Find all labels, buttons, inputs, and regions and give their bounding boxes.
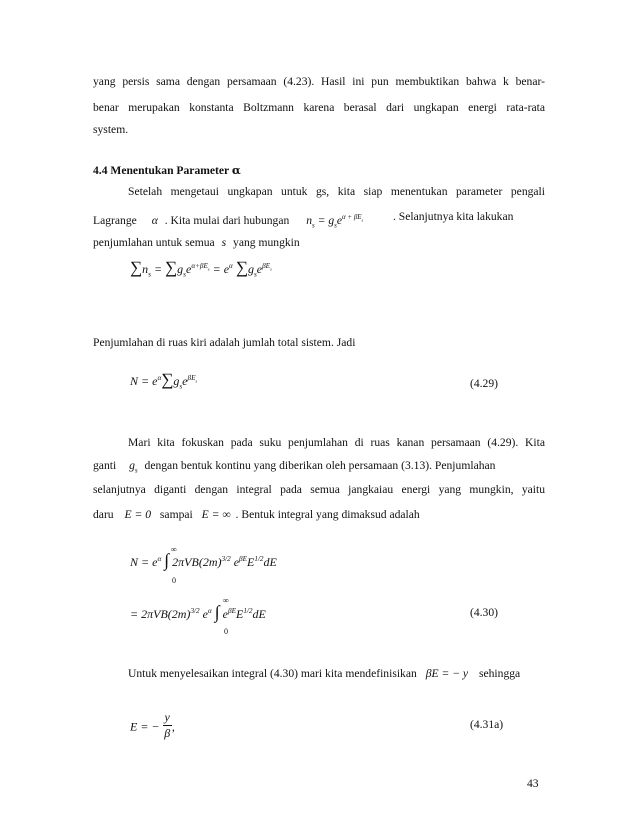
text-line: yang persis sama dengan persamaan (4.23). Hasil ini pun membuktikan bahwa k benar- bbox=[93, 75, 545, 88]
alpha-symbol: α bbox=[231, 163, 241, 177]
text-line-lagrange: Lagrange α . Kita mulai dari hubungan $n_s = g_se^{\alpha + \beta E_s}$ . Selanjutnya kita lakukan bbox=[93, 210, 514, 230]
equation-integral-2: = $2\pi VB(2m)^{3/2}$ $e^\alpha$ ∫ $e^{\beta E}E^{1/2}dE$ bbox=[130, 602, 266, 622]
text-line: daru E = 0 sampai E = ∞ . Bentuk integral yang dimaksud adalah bbox=[93, 508, 420, 521]
equation-number: (4.31a) bbox=[470, 718, 504, 731]
text-fragment: daru bbox=[93, 508, 114, 521]
text-line: penjumlahan untuk semua s yang mungkin bbox=[93, 236, 300, 249]
equation-4-31a: E = − $\frac{y}{\beta}$ , bbox=[130, 710, 175, 740]
equation-number: (4.30) bbox=[470, 606, 499, 619]
text-line: Untuk menyelesaikan integral (4.30) mari kita mendefinisikan βE = − y sehingga bbox=[128, 667, 521, 680]
section-title: 4.4 Menentukan Parameter bbox=[93, 164, 229, 177]
section-heading bbox=[93, 163, 545, 178]
equation-number: (4.29) bbox=[470, 377, 499, 390]
equation-sum: $\sum n_s = \sum g_se^{\alpha+\beta E_s} = e^\alpha$ $\sum g_se^{\beta E_s}$ bbox=[130, 258, 272, 279]
text-fragment: . Selanjutnya kita lakukan bbox=[393, 210, 514, 223]
text-fragment: sehingga bbox=[478, 667, 521, 680]
text-fragment: penjumlahan untuk semua bbox=[93, 236, 215, 249]
page-number: 43 bbox=[527, 777, 539, 790]
document-page: yang persis sama dengan persamaan (4.23). Hasil ini pun membuktikan bahwa k benar- benar merupakan konstanta Boltzmann karena berasal dari ungkapan energi rata-rata system. 4.4 Menentukan Parameter α Setelah mengetaui ungkapan untuk gs, kita siap menentukan parameter pengali Lagrange α . Kita mulai dari hubungan $n_s = g_se^{\alpha + \beta E_s}$ . Selanjutnya kita lakukan penjumlahan untuk semua s yang mungkin $\sum n_s = \sum g_se^{\alpha+\beta E_s} = e^\alpha$ $\sum g_se^{\beta E_s}$ Penjumlahan di ruas kiri adalah jumlah total sistem. Jadi $N = e^\alpha\sum g_se^{\beta E_s}$ (4.29) Mari kita fokuskan pada suku penjumlahan di ruas kanan persamaan (4.29). Kita ganti $g_s$ dengan bentuk kontinu yang diberikan oleh persamaan (3.13). Penjumlahan selanjutnya diganti dengan integral pada semua jangkaiau energi yang mungkin, yaitu daru E = 0 sampai E = ∞ . Bentuk integral yang dimaksud adalah $N = e^\alpha$ ∫ $2\pi VB(2m)^{3/2}$ $e^{\beta E}E^{1/2}dE$ ∞ 0 = $2\pi VB(2m)^{3/2}$ $e^\alpha$ ∫ $e^{\beta E}E^{1/2}dE$ ∞ 0 (4.30) Untuk menyelesaikan integral (4.30) mari kita mendefinisikan βE = − y sehingga E = − $\frac{y}{\beta}$ , (4.31a) 43 bbox=[93, 75, 545, 790]
text-line: Setelah mengetaui ungkapan untuk gs, kita siap menentukan parameter pengali bbox=[128, 185, 545, 198]
text-fragment: yang mungkin bbox=[233, 236, 300, 249]
text-line: benar merupakan konstanta Boltzmann karena berasal dari ungkapan energi rata-rata bbox=[93, 101, 545, 114]
text-line: ganti $g_s$ dengan bentuk kontinu yang diberikan oleh persamaan (3.13). Penjumlahan bbox=[93, 459, 496, 475]
equation-4-29: $N = e^\alpha\sum g_se^{\beta E_s}$ bbox=[130, 370, 198, 391]
text-fragment: ganti bbox=[93, 459, 117, 472]
text-line: selanjutnya diganti dengan integral pada semua jangkaiau energi yang mungkin, yaitu bbox=[93, 483, 545, 496]
text-fragment: dengan bentuk kontinu yang diberikan oleh persamaan (3.13). Penjumlahan bbox=[144, 459, 496, 472]
text-line: Penjumlahan di ruas kiri adalah jumlah total sistem. Jadi bbox=[93, 336, 356, 349]
text-fragment: sampai bbox=[159, 508, 193, 521]
equation-integral-1: $N = e^\alpha$ ∫ $2\pi VB(2m)^{3/2}$ $e^{\beta E}E^{1/2}dE$ bbox=[130, 550, 277, 570]
text-line: system. bbox=[93, 123, 129, 136]
text-fragment: Untuk menyelesaikan integral (4.30) mari kita mendefinisikan bbox=[128, 667, 417, 680]
text-fragment: . Bentuk integral yang dimaksud adalah bbox=[235, 508, 420, 521]
text-line: Mari kita fokuskan pada suku penjumlahan di ruas kanan persamaan (4.29). Kita bbox=[128, 436, 545, 449]
text-fragment: . Kita mulai dari hubungan bbox=[164, 213, 290, 227]
text-fragment: Lagrange bbox=[93, 213, 137, 227]
